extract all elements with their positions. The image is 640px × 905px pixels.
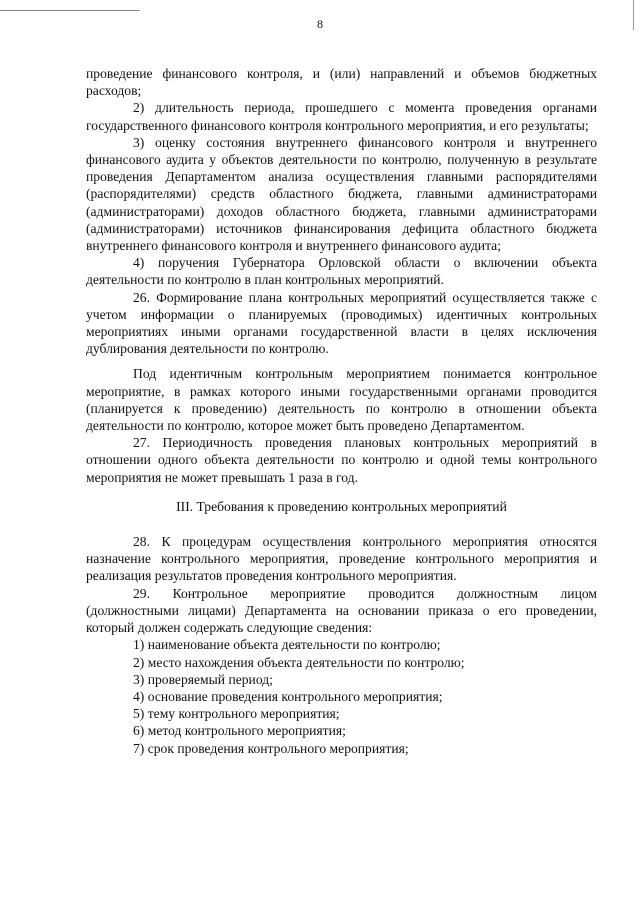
- paragraph-27: 27. Периодичность проведения плановых контрольных мероприятий в отношении одного объекта деятельности по контролю и одной темы контрольного мероприятия не может превышать 1 раза в год.: [86, 435, 597, 485]
- section-heading: III. Требования к проведению контрольных мероприятий: [176, 498, 507, 514]
- list-item-4: 4) поручения Губернатора Орловской области о включении объекта деятельности по контролю в план контрольных мероприятий.: [86, 255, 597, 288]
- list-item-3: 3) проверяемый период;: [133, 671, 273, 687]
- list-item-5: 5) тему контрольного мероприятия;: [133, 706, 340, 722]
- list-item-2: 2) место нахождения объекта деятельности по контролю;: [133, 654, 465, 670]
- paragraph-26: 26. Формирование плана контрольных мероприятий осуществляется также с учетом информации о планируемых (проводимых) идентичных контрольных мероприятиях иными органами государственной власти в целях исключения дублирования деятельности по контролю.: [86, 289, 597, 357]
- paragraph-continuation: проведение финансового контроля, и (или) направлений и объемов бюджетных расходов;: [86, 66, 597, 99]
- page-number: 8: [317, 17, 323, 31]
- paragraph-28: 28. К процедурам осуществления контрольного мероприятия относятся назначение контрольного мероприятия, проведение контрольного мероприятия и реализация результатов проведения контрольного мероприятия.: [86, 534, 597, 584]
- list-item-4: 4) основание проведения контрольного мероприятия;: [133, 688, 443, 704]
- list-item-3: 3) оценку состояния внутреннего финансового контроля и внутреннего финансового аудита у объектов деятельности по контролю, полученную в результате проведения Департаментом анализа осуществления главными распорядителями (распорядителями) средств областного бюджета, главными администраторами (администраторами) доходов областного бюджета, главными администраторами (администраторами) источников финансирования дефицита областного бюджета внутреннего финансового контроля и внутреннего финансового аудита;: [86, 134, 597, 254]
- list-item-6: 6) метод контрольного мероприятия;: [133, 723, 346, 739]
- document-body: [86, 65, 597, 757]
- list-item-7: 7) срок проведения контрольного мероприятия;: [133, 740, 409, 756]
- paragraph-29: 29. Контрольное мероприятие проводится должностным лицом (должностными лицами) Департамента на основании приказа о его проведении, который должен содержать следующие сведения:: [86, 585, 597, 636]
- list-item-2: 2) длительность периода, прошедшего с момента проведения органами государственного финансового контроля контрольного мероприятия, и его результаты;: [86, 100, 597, 133]
- list-item-1: 1) наименование объекта деятельности по контролю;: [133, 637, 441, 653]
- paragraph-identical-definition: Под идентичным контрольным мероприятием понимается контрольное мероприятие, в рамках которого иными государственными органами проводится (планируется к проведению) деятельность по контролю в отношении объекта деятельности по контролю, которое может быть проведено Департаментом.: [86, 366, 597, 434]
- scan-edge-line: [0, 10, 140, 11]
